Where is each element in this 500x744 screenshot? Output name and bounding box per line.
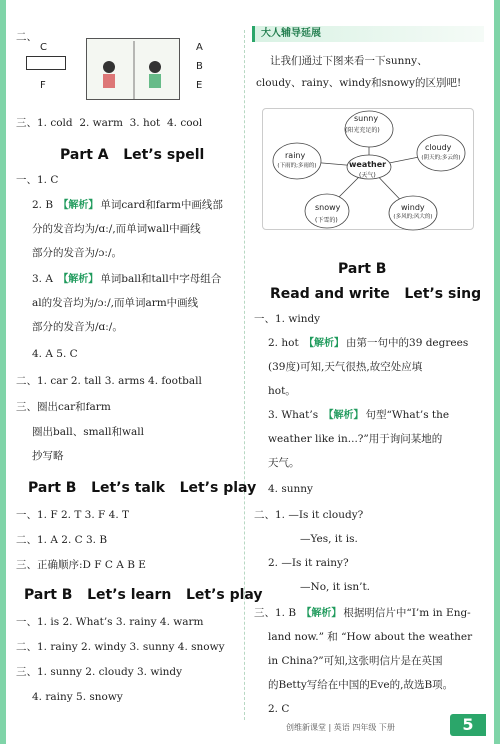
analysis-text: hot。 <box>268 385 296 397</box>
section-title-part-b: Part B <box>338 261 387 277</box>
answer-num: 3. What’s <box>268 409 319 421</box>
analysis-tag: 【 解析 】 <box>321 409 365 423</box>
weather-windy-sub: (多风的;风大的) <box>393 214 433 220</box>
answer-line: 一、1. C <box>16 174 59 186</box>
answer-line <box>254 606 471 621</box>
section-title-part-b-learn: Part B Let’s learn Let’s play <box>24 587 263 603</box>
weather-center-sub: (天气) <box>359 172 376 179</box>
analysis-text: 句型“What’s the <box>365 409 450 421</box>
weather-diagram <box>262 108 474 230</box>
section-title-part-a-spell: Part A Let’s spell <box>60 147 205 163</box>
analysis-text: 部分的发音为/ɔː/。 <box>32 247 122 259</box>
weather-snowy-sub: (下雪的) <box>315 217 338 224</box>
answer-line: 二、1. A 2. C 3. B <box>16 534 108 546</box>
answer-num: 2. hot <box>268 337 299 349</box>
answer-line: 一、1. windy <box>254 313 321 325</box>
analysis-tag: 【 解析 】 <box>56 199 100 213</box>
answer-line: 2. —Is it rainy? <box>268 557 349 569</box>
answer-line: 圈出ball、small和wall <box>32 426 144 438</box>
q2-label: 二、 <box>16 31 37 43</box>
analysis-text: 根据明信片中“I’m in Eng- <box>343 607 471 619</box>
answer-num: 三、1. B <box>254 607 297 619</box>
answer-line: 4. sunny <box>268 483 313 495</box>
analysis-text: 由第一句中的39 degrees <box>346 337 469 349</box>
picture-book-illustration <box>86 38 180 100</box>
q3-item: 2. warm <box>79 117 123 129</box>
analysis-tag: 【 解析 】 <box>56 273 100 287</box>
q3-item: 4. cool <box>166 117 203 129</box>
weather-cloudy: cloudy <box>425 143 452 152</box>
weather-cloudy-sub: (阴天的;多云的) <box>421 155 461 161</box>
analysis-text: 分的发音均为/ɑː/,而单词wall中画线 <box>32 223 201 235</box>
q3-item: 3. hot <box>129 117 161 129</box>
answer-line <box>268 336 468 351</box>
weather-rainy-sub: (下雨的;多雨的) <box>277 163 317 169</box>
match-left-3: F <box>40 80 46 91</box>
match-right-3: E <box>196 80 203 91</box>
answer-line: 三、圈出car和farm <box>16 401 111 413</box>
answer-line: 4. A 5. C <box>32 348 78 360</box>
weather-center: weather <box>349 160 387 169</box>
analysis-text: 单词card和farm中画线部 <box>100 199 223 211</box>
match-right-1: A <box>196 42 203 53</box>
analysis-text: in China?”可知,这张明信片是在英国 <box>268 655 443 667</box>
analysis-text: weather like in...?”用于询问某地的 <box>268 433 443 445</box>
analysis-tag: 【 解析 】 <box>299 607 343 621</box>
match-left-1: C <box>40 42 47 53</box>
answer-line <box>32 272 221 287</box>
q3-answers <box>16 116 202 130</box>
match-right-2: B <box>196 61 203 72</box>
page-number: 5 <box>450 714 486 736</box>
answer-line <box>268 408 449 423</box>
analysis-tag: 【 解析 】 <box>302 337 346 351</box>
page-edge-left <box>0 0 6 744</box>
answer-line: —No, it isn’t. <box>300 581 371 593</box>
weather-sunny: sunny <box>354 114 379 123</box>
tutoring-extension-header <box>252 26 484 42</box>
answer-line <box>32 198 223 213</box>
weather-windy: windy <box>401 203 425 212</box>
answer-line: 三、正确顺序:D F C A B E <box>16 559 146 571</box>
q3-num: 三、 <box>16 117 37 129</box>
intro-text: cloudy、rainy、windy和snowy的区别吧! <box>256 77 462 89</box>
intro-text: 让我们通过下图来看一下sunny、 <box>270 55 428 67</box>
answer-line: —Yes, it is. <box>300 533 358 545</box>
answer-line: 一、1. is 2. What’s 3. rainy 4. warm <box>16 616 204 628</box>
answer-line: 4. rainy 5. snowy <box>32 691 123 703</box>
section-title-part-b-talk: Part B Let’s talk Let’s play <box>28 480 257 496</box>
header-label: 大人辅导延展 <box>261 28 321 39</box>
section-title-read-write: Read and write Let’s sing <box>270 286 482 302</box>
answer-num: 3. A <box>32 273 53 285</box>
analysis-text: land now.” 和 “How about the weather <box>268 631 473 643</box>
weather-rainy: rainy <box>285 151 306 160</box>
match-box-left <box>26 56 66 70</box>
analysis-text: 天气。 <box>268 457 300 469</box>
footer-text: 创维新课堂 | 英语 四年级 下册 <box>286 723 395 732</box>
answer-line: 二、1. car 2. tall 3. arms 4. football <box>16 375 202 387</box>
answer-line: 三、1. sunny 2. cloudy 3. windy <box>16 666 183 678</box>
answer-line: 2. C <box>268 703 290 715</box>
column-divider <box>244 30 245 720</box>
page-edge-right <box>494 0 500 744</box>
analysis-text: 部分的发音为/ɑː/。 <box>32 321 123 333</box>
answer-line: 二、1. rainy 2. windy 3. sunny 4. snowy <box>16 641 225 653</box>
weather-snowy: snowy <box>315 203 341 212</box>
q3-item: 1. cold <box>37 117 73 129</box>
weather-sunny-sub: (阳光充足的) <box>345 127 380 134</box>
analysis-text: 的Betty写给在中国的Eve的,故选B项。 <box>268 679 454 691</box>
answer-line: 一、1. F 2. T 3. F 4. T <box>16 509 130 521</box>
analysis-text: (39度)可知,天气很热,故空处应填 <box>268 361 423 373</box>
answer-num: 2. B <box>32 199 54 211</box>
analysis-text: al的发音均为/ɔː/,而单词arm中画线 <box>32 297 199 309</box>
answer-line: 抄写略 <box>32 450 64 462</box>
analysis-text: 单词ball和tall中字母组合 <box>100 273 222 285</box>
answer-line: 二、1. —Is it cloudy? <box>254 509 364 521</box>
